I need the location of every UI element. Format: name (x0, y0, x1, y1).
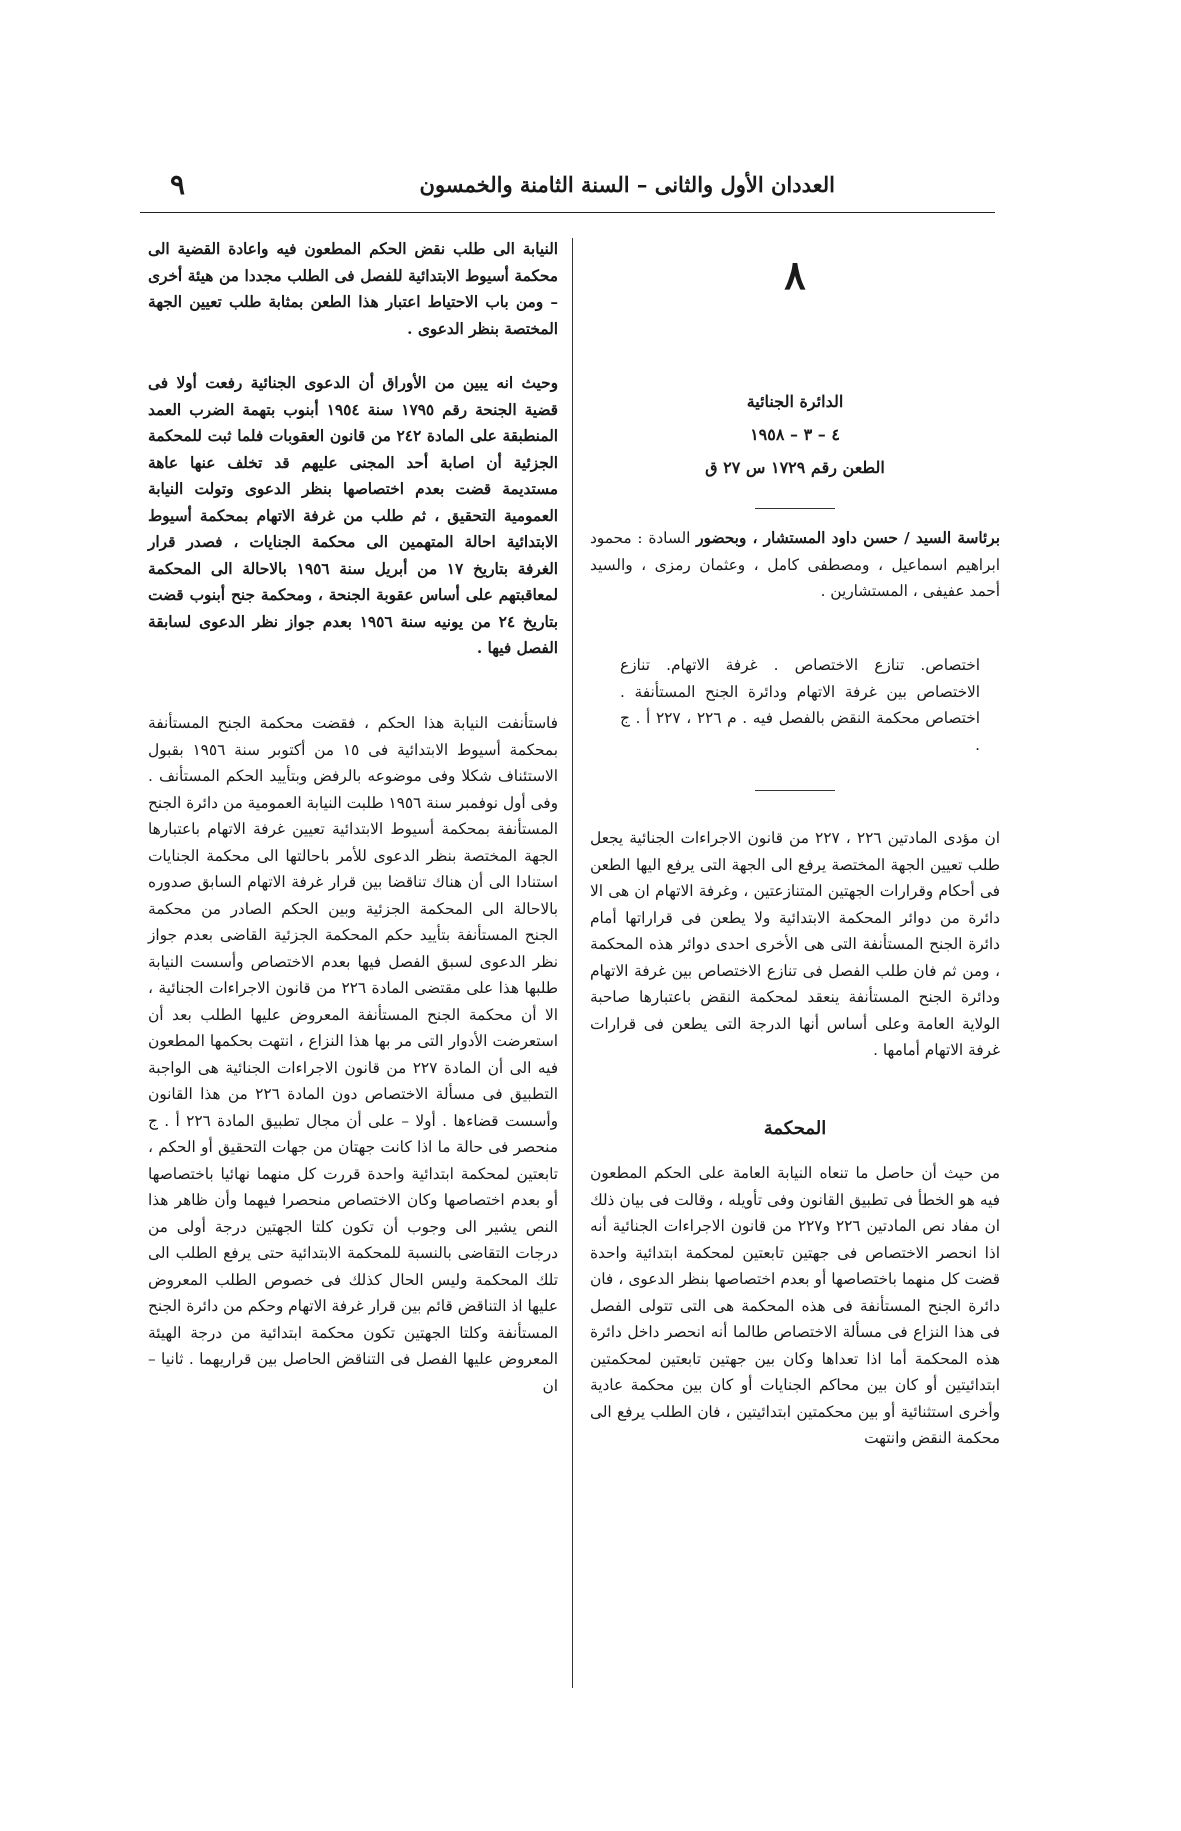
case-meta (590, 385, 1000, 484)
page-number: ٩ (170, 168, 186, 201)
left-paragraph-3-text: فاستأنفت النيابة هذا الحكم ، فقضت محكمة الجنح المستأنفة بمحكمة أسيوط الابتدائية فى ١٥ من أكتوبر سنة ١٩٥٦ بقبول الاستئناف شكلا وفى موضوعه بالرفض وبتأييد الحكم المستأنف . وفى أول نوفمبر سنة ١٩٥٦ طلبت النيابة العمومية من دائرة الجنح المستأنفة بمحكمة أسيوط الابتدائية تعيين غرفة الاتهام باعتبارها الجهة المختصة بنظر الدعوى للأمر باحالتها الى محكمة الجنايات استنادا الى أن هناك تناقضا بين قرار غرفة الاتهام السابق صدوره بالاحالة الى المحكمة الجزئية وبين الحكم الصادر من محكمة الجنح المستأنفة بتأييد حكم المحكمة الجزئية القاضى بعدم جواز نظر الدعوى لسبق الفصل فيها بعدم الاختصاص وأسست النيابة طلبها هذا على مقتضى المادة ٢٢٦ من قانون الاجراءات الجنائية ، الا أن محكمة الجنح المستأنفة المعروض عليها الطلب بعد أن استعرضت الأدوار التى مر بها هذا النزاع ، انتهت بحكمها المطعون فيه الى أن المادة ٢٢٧ من قانون الاجراءات الجنائية هى الواجبة التطبيق فى مسألة الاختصاص دون المادة ٢٢٦ من هذا القانون وأسست قضاءها . أولا – على أن مجال تطبيق المادة ٢٢٦ أ . ج منحصر فى حالة ما اذا كانت جهتان من جهات التحقيق أو الحكم ، تابعتين لمحكمة ابتدائية واحدة قررت كل منهما نهائيا باختصاصها أو بعدم اختصاصها وكان الاختصاص منحصرا فيهما وأن ظاهر هذا النص يشير الى وجوب أن تكون كلتا الجهتين درجة أولى من درجات التقاضى بالنسبة للمحكمة الابتدائية حتى يرفع الطلب الى تلك المحكمة وليس الحال كذلك فى خصوص الطلب المعروض عليها اذ التناقض قائم بين قرار غرفة الاتهام وحكم من دائرة الجنح المستأنفة وكلتا الجهتين تكون محكمة ابتدائية من درجة الهيئة المعروض عليها الفصل فى التناقض الحاصل بين قراريهما . ثانيا – ان (148, 714, 559, 1395)
separator-rule (755, 790, 835, 791)
headnote (620, 652, 980, 758)
bench-members: السادة : محمود ابراهيم اسماعيل ، ومصطفى كامل ، وعثمان رمزى ، والسيد أحمد عفيفى ، المستشارين . (590, 529, 1000, 600)
left-paragraph-2 (148, 370, 558, 662)
session-date: ٤ – ٣ – ١٩٥٨ (750, 425, 840, 444)
reasons-right-text: من حيث أن حاصل ما تنعاه النيابة العامة على الحكم المطعون فيه هو الخطأ فى تطبيق القانون وفى تأويله ، وقالت فى بيان ذلك ان مفاد نص المادتين ٢٢٦ و٢٢٧ من قانون الاجراءات الجنائية أنه اذا انحصر الاختصاص فى جهتين تابعتين لمحكمة ابتدائية واحدة قضت كل منهما باختصاصها أو بعدم اختصاصها بنظر الدعوى ، فان دائرة الجنح المستأنفة فى هذه المحكمة هى التى تتولى الفصل فى هذا النزاع فى مسألة الاختصاص طالما أنه انحصر داخل دائرة هذه المحكمة أما اذا تعداها وكان بين جهتين تابعتين لمحكمتين ابتدائيتين أو كان بين محاكم الجنايات أو كان بين محكمة عادية وأخرى استثنائية أو بين محكمتين ابتدائيتين ، فان الطلب يرفع الى محكمة النقض وانتهت (590, 1164, 1001, 1447)
section-title: المحكمة (763, 1118, 827, 1139)
left-paragraph-3 (148, 710, 558, 1399)
bench-composition (590, 525, 1000, 605)
court-name: الدائرة الجنائية (746, 392, 844, 411)
page-header (150, 168, 995, 208)
left-paragraph-1-text: النيابة الى طلب نقض الحكم المطعون فيه واعادة القضية الى محكمة أسيوط الابتدائية للفصل فى الطلب مجددا من هيئة أخرى – ومن باب الاحتياط اعتبار هذا الطعن بمثابة طلب تعيين الجهة المختصة بنظر الدعوى . (148, 240, 558, 338)
principle-text: ان مؤدى المادتين ٢٢٦ ، ٢٢٧ من قانون الاجراءات الجنائية يجعل طلب تعيين الجهة المختصة يرفع الى الجهة التى يرفع اليها الطعن فى أحكام وقرارات الجهتين المتنازعتين ، وغرفة الاتهام ان هى الا دائرة من دوائر المحكمة الابتدائية ولا يطعن فى قراراتها أمام دائرة الجنح المستأنفة التى هى الأخرى احدى دوائر هذه المحكمة ، ومن ثم فان طلب الفصل فى تنازع الاختصاص بين غرفة الاتهام ودائرة الجنح المستأنفة ينعقد لمحكمة النقض باعتبارها صاحبة الولاية العامة وعلى أساس أنها الدرجة التى يطعن فى قرارات غرفة الاتهام أمامها . (590, 829, 1000, 1059)
separator-rule (755, 508, 835, 509)
header-rule (140, 212, 995, 213)
appeal-number: الطعن رقم ١٧٢٩ س ٢٧ ق (705, 458, 885, 477)
left-paragraph-2-text: وحيث انه يبين من الأوراق أن الدعوى الجنائية رفعت أولا فى قضية الجنحة رقم ١٧٩٥ سنة ١٩٥٤ أبنوب بتهمة الضرب العمد المنطبقة على المادة ٢٤٢ من قانون العقوبات فلما ثبت للمحكمة الجزئية أن اصابة أحد المجنى عليهم قد تخلف عنها عاهة مستديمة قضت بعدم اختصاصها بنظر الدعوى وتولت النيابة العمومية التحقيق ، ثم طلب من غرفة الاتهام بمحكمة أسيوط الابتدائية احالة المتهمين الى محكمة الجنايات ، فصدر قرار الغرفة بتاريخ ١٧ من أبريل سنة ١٩٥٦ بالاحالة الى المحكمة لمعاقبتهم على أساس عقوبة الجنحة ، ومحكمة جنح أبنوب قضت بتاريخ ٢٤ من يونيه سنة ١٩٥٦ بعدم جواز نظر الدعوى لسابقة الفصل فيها . (148, 374, 558, 657)
column-divider (572, 238, 573, 1688)
headnote-text: اختصاص. تنازع الاختصاص . غرفة الاتهام. تنازع الاختصاص بين غرفة الاتهام ودائرة الجنح المستأنفة . اختصاص محكمة النقض بالفصل فيه . م ٢٢٦ ، ٢٢٧ أ . ج . (620, 656, 980, 754)
bench-lead: برئاسة السيد / حسن داود المستشار ، وبحضور (696, 529, 1000, 547)
running-title: العددان الأول والثانى – السنة الثامنة والخمسون (419, 172, 835, 197)
reasons-right-column (590, 1160, 1000, 1452)
legal-principle (590, 825, 1000, 1064)
case-number: ٨ (784, 252, 806, 299)
left-paragraph-1 (148, 236, 558, 342)
